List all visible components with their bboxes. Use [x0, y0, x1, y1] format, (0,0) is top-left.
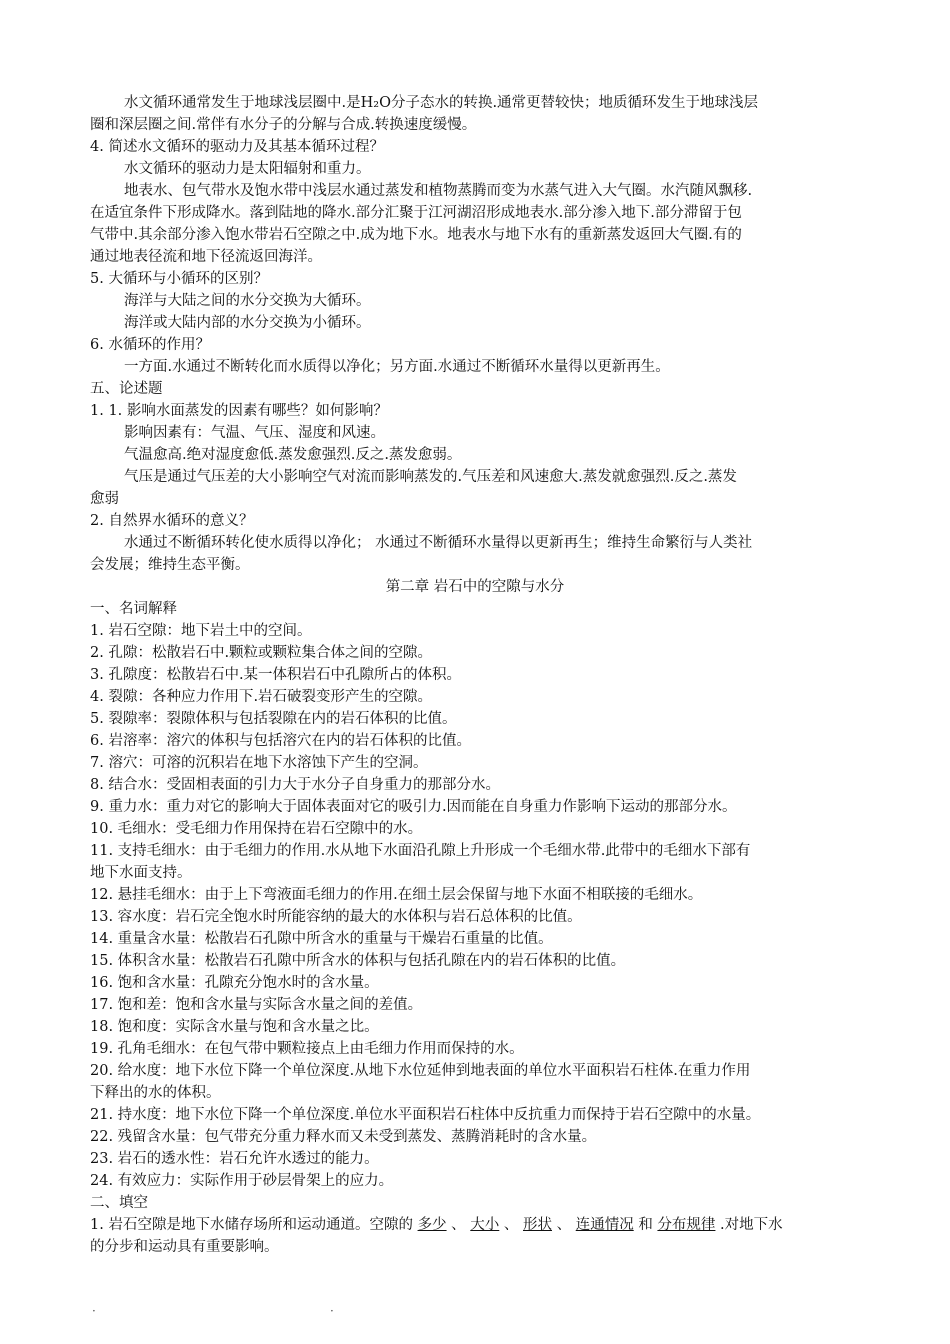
definition-item: 10. 毛细水：受毛细力作用保持在岩石空隙中的水。 — [90, 821, 423, 837]
definition-item: 24. 有效应力：实际作用于砂层骨架上的应力。 — [90, 1173, 394, 1189]
section-heading: 一、名词解释 — [90, 601, 177, 617]
text-line: 地表水、包气带水及饱水带中浅层水通过蒸发和植物蒸腾而变为水蒸气进入大气圈。水汽随风飘移. — [124, 183, 753, 199]
definition-item: 15. 体积含水量：松散岩石孔隙中所含水的体积与包括孔隙在内的岩石体积的比值。 — [90, 953, 626, 969]
definition-item: 11. 支持毛细水：由于毛细力的作用.水从地下水面沿孔隙上升形成一个毛细水带.此带中的毛细水下部有 — [90, 843, 751, 859]
text-line: 愈弱 — [90, 491, 119, 507]
definition-item: 19. 孔角毛细水：在包气带中颗粒接点上由毛细力作用而保持的水。 — [90, 1041, 524, 1057]
text-line: 圈和深层圈之间.常伴有水分子的分解与合成.转换速度缓慢。 — [90, 117, 477, 133]
blank-answer: 大小 — [470, 1217, 500, 1233]
definition-item: 5. 裂隙率：裂隙体积与包括裂隙在内的岩石体积的比值。 — [90, 711, 457, 727]
definition-item: 14. 重量含水量：松散岩石孔隙中所含水的重量与干燥岩石重量的比值。 — [90, 931, 553, 947]
fill-sep: 、 — [503, 1217, 519, 1233]
blank-answer: 分布规律 — [657, 1217, 716, 1233]
definition-item: 9. 重力水：重力对它的影响大于固体表面对它的吸引力.因而能在自身重力作影响下运动的那部分水。 — [90, 799, 737, 815]
footer-dot: · — [330, 1304, 334, 1318]
fill-blank-question — [90, 1214, 860, 1236]
definition-item: 13. 容水度：岩石完全饱水时所能容纳的最大的水体积与岩石总体积的比值。 — [90, 909, 582, 925]
section-heading: 五、论述题 — [90, 381, 163, 397]
definition-item: 4. 裂隙：各种应力作用下.岩石破裂变形产生的空隙。 — [90, 689, 433, 705]
text-line: 地下水面支持。 — [90, 865, 192, 881]
text-line: 影响因素有：气温、气压、湿度和风速。 — [124, 425, 385, 441]
question-heading: 1. 1. 影响水面蒸发的因素有哪些？如何影响？ — [90, 403, 388, 419]
fill-sep: 、 — [451, 1217, 466, 1233]
definition-item: 7. 溶穴：可溶的沉积岩在地下水溶蚀下产生的空洞。 — [90, 755, 428, 771]
text-line: 通过地表径流和地下径流返回海洋。 — [90, 249, 322, 265]
definition-item: 17. 饱和差：饱和含水量与实际含水量之间的差值。 — [90, 997, 423, 1013]
definition-item: 23. 岩石的透水性：岩石允许水透过的能力。 — [90, 1151, 379, 1167]
text-line: 气带中.其余部分渗入饱水带岩石空隙之中.成为地下水。地表水与地下水有的重新蒸发返回大气圈.有的 — [90, 227, 742, 243]
definition-item: 8. 结合水：受固相表面的引力大于水分子自身重力的那部分水。 — [90, 777, 500, 793]
text-line: 气压是通过气压差的大小影响空气对流而影响蒸发的.气压差和风速愈大.蒸发就愈强烈.反之.蒸发 — [124, 469, 737, 485]
definition-item: 2. 孔隙：松散岩石中.颗粒或颗粒集合体之间的空隙。 — [90, 645, 433, 661]
definition-item: 1. 岩石空隙：地下岩土中的空间。 — [90, 623, 312, 639]
text-line: 下释出的水的体积。 — [90, 1085, 221, 1101]
fill-text: 1. 岩石空隙是地下水储存场所和运动通道。空隙的 — [90, 1217, 413, 1233]
question-heading: 5. 大循环与小循环的区别？ — [90, 271, 268, 287]
question-heading: 2. 自然界水循环的意义？ — [90, 513, 254, 529]
footer-dot: · — [92, 1304, 96, 1318]
blank-answer: 连通情况 — [575, 1217, 634, 1233]
chapter-title: 第二章 岩石中的空隙与水分 — [385, 579, 565, 595]
definition-item: 3. 孔隙度：松散岩石中.某一体积岩石中孔隙所占的体积。 — [90, 667, 462, 683]
text-line: 一方面.水通过不断转化而水质得以净化；另方面.水通过不断循环水量得以更新再生。 — [124, 359, 670, 375]
text-line: 水通过不断循环转化使水质得以净化； 水通过不断循环水量得以更新再生；维持生命繁衍与人类社 — [124, 535, 753, 551]
text-line: 会发展；维持生态平衡。 — [90, 557, 250, 573]
definition-item: 18. 饱和度：实际含水量与饱和含水量之比。 — [90, 1019, 379, 1035]
text-line: 的分步和运动具有重要影响。 — [90, 1239, 279, 1255]
definition-item: 20. 给水度：地下水位下降一个单位深度.从地下水位延伸到地表面的单位水平面积岩石柱体.在重力作用 — [90, 1063, 751, 1079]
blank-answer: 多少 — [417, 1217, 447, 1233]
blank-answer: 形状 — [523, 1217, 552, 1233]
question-heading: 6. 水循环的作用？ — [90, 337, 210, 353]
section-heading: 二、填空 — [90, 1195, 148, 1211]
fill-text: .对地下水 — [720, 1217, 783, 1233]
text-line: 在适宜条件下形成降水。落到陆地的降水.部分汇聚于江河湖沼形成地表水.部分渗入地下.部分滞留于包 — [90, 205, 742, 221]
question-heading: 4. 简述水文循环的驱动力及其基本循环过程？ — [90, 139, 384, 155]
definition-item: 12. 悬挂毛细水：由于上下弯液面毛细力的作用.在细土层会保留与地下水面不相联接的毛细水。 — [90, 887, 703, 903]
definition-item: 21. 持水度：地下水位下降一个单位深度.单位水平面积岩石柱体中反抗重力而保持于岩石空隙中的水量。 — [90, 1107, 761, 1123]
fill-sep: 和 — [638, 1217, 653, 1233]
text-line: 气温愈高.绝对湿度愈低.蒸发愈强烈.反之.蒸发愈弱。 — [124, 447, 462, 463]
definition-item: 22. 残留含水量：包气带充分重力释水而又未受到蒸发、蒸腾消耗时的含水量。 — [90, 1129, 597, 1145]
text-line: 海洋或大陆内部的水分交换为小循环。 — [124, 315, 371, 331]
text-line: 海洋与大陆之间的水分交换为大循环。 — [124, 293, 371, 309]
definition-item: 6. 岩溶率：溶穴的体积与包括溶穴在内的岩石体积的比值。 — [90, 733, 471, 749]
fill-sep: 、 — [556, 1217, 572, 1233]
text-line: 水文循环的驱动力是太阳辐射和重力。 — [124, 161, 371, 177]
text-line: 水文循环通常发生于地球浅层圈中.是H₂O分子态水的转换.通常更替较快；地质循环发生于地球浅层 — [124, 95, 759, 111]
definition-item: 16. 饱和含水量：孔隙充分饱水时的含水量。 — [90, 975, 379, 991]
